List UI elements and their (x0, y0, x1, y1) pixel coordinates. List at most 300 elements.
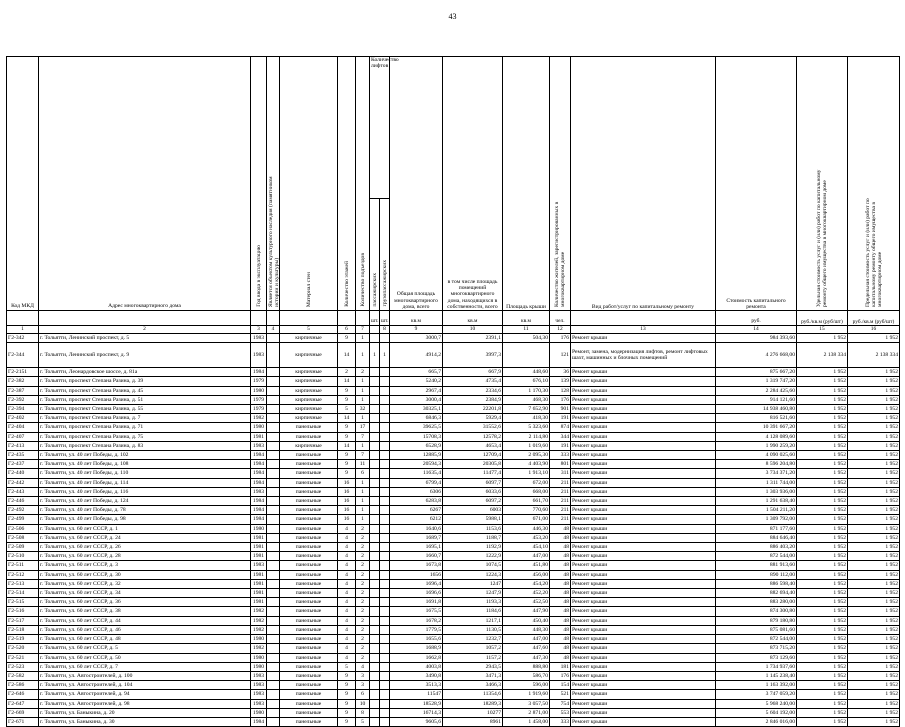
cell-ud: 1 952 (797, 708, 848, 717)
cell-year: 1984 (251, 451, 267, 460)
cell-year: 1982 (251, 644, 267, 653)
cell-area: 6306 (390, 487, 443, 496)
cell-own: 20305,8 (443, 460, 503, 469)
cell-ent: 3 (356, 671, 370, 680)
cell-own: 1153,6 (443, 524, 503, 533)
cell-year: 1980 (251, 386, 267, 395)
cell-year: 1980 (251, 708, 267, 717)
cell-own: 12709,4 (443, 451, 503, 460)
header-entrances: Количество подъездов (356, 57, 370, 311)
cell-mat: панельные (280, 506, 338, 515)
cell-ud: 1 952 (797, 616, 848, 625)
cell-addr: г. Тольятти, проспект Степана Разина, д. 39 (39, 377, 251, 386)
cell-roof: 453,20 (503, 533, 550, 542)
cell-own: 1157,2 (443, 653, 503, 662)
cell-own: 6033,6 (443, 487, 503, 496)
cell-code: Г2-402 (7, 414, 39, 423)
cell-mat: панельные (280, 717, 338, 726)
cell-lp (370, 690, 380, 699)
cell-roof (503, 343, 550, 368)
table-row (7, 635, 900, 644)
cell-ud: 1 952 (797, 441, 848, 450)
cell-year: 1981 (251, 579, 267, 588)
cell-ent: 2 (356, 368, 370, 377)
cell-area: 3000,4 (390, 395, 443, 404)
cell-own: 6097,7 (443, 478, 503, 487)
cell-pr: 2 138 334 (848, 343, 900, 368)
cell-code: Г2-513 (7, 579, 39, 588)
cell-pr: 1 952 (848, 671, 900, 680)
table-row (7, 681, 900, 690)
cell-fl: 16 (338, 478, 356, 487)
cell-area: 6799,4 (390, 478, 443, 487)
cell-ud: 1 952 (797, 405, 848, 414)
cell-res: 48 (550, 598, 571, 607)
cell-ud: 1 952 (797, 552, 848, 561)
cell-year: 1982 (251, 607, 267, 616)
cell-code: Г2-446 (7, 497, 39, 506)
cell-code: Г2-519 (7, 635, 39, 644)
cell-fl: 14 (338, 343, 356, 368)
cell-work: Ремонт крыши (571, 334, 716, 343)
cell-work: Ремонт крыши (571, 699, 716, 708)
cell-year: 1979 (251, 395, 267, 404)
cell-ent: 2 (356, 524, 370, 533)
cell-code: Г2-413 (7, 441, 39, 450)
cell-lp (370, 524, 380, 533)
cell-addr: г. Тольятти, проспект Степана Разина, д. 75 (39, 432, 251, 441)
table-row (7, 405, 900, 414)
cell-lp (370, 414, 380, 423)
cell-code: Г2-394 (7, 405, 39, 414)
cell-roof: 1 170,30 (503, 386, 550, 395)
cell-mat: кирпичные (280, 414, 338, 423)
cell-mat: панельные (280, 469, 338, 478)
cell-mat: панельные (280, 423, 338, 432)
cell-ud: 1 952 (797, 690, 848, 699)
cell-fl: 4 (338, 543, 356, 552)
cell-cost: 1 311 744,00 (716, 478, 797, 487)
cell-heritage (267, 625, 280, 634)
cell-work: Ремонт крыши (571, 625, 716, 634)
cell-code: Г2-382 (7, 377, 39, 386)
cell-fl: 4 (338, 625, 356, 634)
cell-work: Ремонт крыши (571, 644, 716, 653)
cell-ent: 10 (356, 699, 370, 708)
cell-year: 1981 (251, 598, 267, 607)
cell-addr: г. Тольятти, ул. 40 лет Победы, д. 108 (39, 460, 251, 469)
cell-addr: г. Тольятти, ул. 60 лет СССР, д. 24 (39, 533, 251, 542)
cell-cost: 873 129,60 (716, 653, 797, 662)
cell-year: 1980 (251, 653, 267, 662)
cell-ent: 1 (356, 441, 370, 450)
table-row (7, 334, 900, 343)
cell-own: 1057,2 (443, 644, 503, 653)
cell-addr: г. Тольятти, ул. 60 лет СССР, д. 48 (39, 635, 251, 644)
cell-cost: 1 291 638,40 (716, 497, 797, 506)
cell-own: 31552,6 (443, 423, 503, 432)
cell-heritage (267, 368, 280, 377)
cell-mat: панельные (280, 543, 338, 552)
cell-own: 2384,9 (443, 395, 503, 404)
cell-own: 3471,3 (443, 671, 503, 680)
cell-lc (380, 561, 390, 570)
cell-own: 4653,4 (443, 441, 503, 450)
cell-area: 12885,9 (390, 451, 443, 460)
cell-heritage (267, 423, 280, 432)
cell-area: 1662,8 (390, 653, 443, 662)
cell-res: 344 (550, 432, 571, 441)
cell-area: 6283,8 (390, 497, 443, 506)
cell-mat: панельные (280, 478, 338, 487)
cell-roof: 447,60 (503, 644, 550, 653)
cell-cost: 881 913,60 (716, 561, 797, 570)
cell-cost: 5 604 192,00 (716, 708, 797, 717)
cell-heritage (267, 717, 280, 726)
cell-code: Г2-509 (7, 543, 39, 552)
cell-heritage (267, 681, 280, 690)
cell-cost: 1 504 211,20 (716, 506, 797, 515)
cell-area: 665,7 (390, 368, 443, 377)
cell-ud: 1 952 (797, 635, 848, 644)
cell-code: Г2-499 (7, 515, 39, 524)
cell-work: Ремонт крыши (571, 386, 716, 395)
cell-pr: 1 952 (848, 561, 900, 570)
cell-heritage (267, 414, 280, 423)
cell-lc (380, 386, 390, 395)
cell-year: 1984 (251, 469, 267, 478)
cell-lc (380, 423, 390, 432)
cell-year: 1983 (251, 561, 267, 570)
cell-pr: 1 952 (848, 487, 900, 496)
cell-lp (370, 579, 380, 588)
cell-mat: панельные (280, 598, 338, 607)
cell-fl: 4 (338, 561, 356, 570)
cell-fl: 16 (338, 487, 356, 496)
header-lifts-passenger: пассажирских (370, 199, 380, 311)
cell-ud: 1 952 (797, 717, 848, 726)
cell-fl: 4 (338, 533, 356, 542)
cell-mat: кирпичные (280, 334, 338, 343)
cell-res: 901 (550, 405, 571, 414)
cell-lc (380, 662, 390, 671)
cell-area: 1656 (390, 570, 443, 579)
cell-ud: 1 952 (797, 570, 848, 579)
cell-res: 211 (550, 478, 571, 487)
cell-res: 333 (550, 451, 571, 460)
cell-lp: 1 (370, 343, 380, 368)
cell-cost: 1 990 259,20 (716, 441, 797, 450)
cell-ent: 11 (356, 460, 370, 469)
table-row (7, 579, 900, 588)
cell-mat: панельные (280, 552, 338, 561)
cell-addr: г. Тольятти, ул. 40 лет Победы, д. 116 (39, 487, 251, 496)
cell-fl: 16 (338, 515, 356, 524)
header-residents: Количество жителей, зарегистрированных в многоквартирном доме (550, 57, 571, 311)
column-number: 1 (7, 326, 39, 334)
cell-roof: 2 095,30 (503, 451, 550, 460)
table-row (7, 377, 900, 386)
cell-area: 16714,3 (390, 708, 443, 717)
column-number: 8 (380, 326, 390, 334)
column-number: 2 (39, 326, 251, 334)
cell-ud: 1 952 (797, 506, 848, 515)
cell-ent: 2 (356, 533, 370, 542)
cell-work: Ремонт крыши (571, 432, 716, 441)
cell-heritage (267, 533, 280, 542)
cell-lp (370, 334, 380, 343)
header-owned-area: в том числе площадь помещений многоквартирного дома, находящихся в собственности, всего (443, 57, 503, 311)
cell-own: 18289,3 (443, 699, 503, 708)
cell-own: 1193,3 (443, 598, 503, 607)
cell-addr: г. Тольятти, ул. 60 лет СССР, д. 44 (39, 616, 251, 625)
cell-addr: г. Тольятти, проспект Степана Разина, д. 71 (39, 423, 251, 432)
cell-ud: 1 952 (797, 334, 848, 343)
cell-own: 5929,4 (443, 414, 503, 423)
cell-ent: 1 (356, 334, 370, 343)
cell-pr: 1 952 (848, 644, 900, 653)
cell-lp (370, 533, 380, 542)
cell-addr: г. Тольятти, ул. 60 лет СССР, д. 28 (39, 552, 251, 561)
cell-year: 1980 (251, 524, 267, 533)
cell-mat: кирпичные (280, 441, 338, 450)
cell-ent: 1 (356, 414, 370, 423)
cell-roof: 596,00 (503, 681, 550, 690)
cell-addr: г. Тольятти, ул. 60 лет СССР, д. 3 (39, 561, 251, 570)
cell-heritage (267, 598, 280, 607)
cell-heritage (267, 561, 280, 570)
cell-heritage (267, 543, 280, 552)
cell-heritage (267, 506, 280, 515)
cell-res: 48 (550, 543, 571, 552)
cell-ud: 1 952 (797, 662, 848, 671)
cell-lp (370, 681, 380, 690)
cell-addr: г. Тольятти, ул. 60 лет СССР, д. 30 (39, 570, 251, 579)
cell-work: Ремонт крыши (571, 607, 716, 616)
cell-pr: 1 952 (848, 432, 900, 441)
cell-mat: панельные (280, 671, 338, 680)
cell-year: 1981 (251, 543, 267, 552)
cell-heritage (267, 460, 280, 469)
cell-addr: г. Тольятти, ул. Автостроителей, д. 98 (39, 699, 251, 708)
cell-year: 1984 (251, 497, 267, 506)
cell-mat: панельные (280, 653, 338, 662)
cell-res: 48 (550, 653, 571, 662)
cell-roof: 1 913,10 (503, 469, 550, 478)
cell-own: 1130,5 (443, 625, 503, 634)
table-row (7, 441, 900, 450)
cell-own: 667,9 (443, 368, 503, 377)
cell-lc: 1 (380, 343, 390, 368)
table-row (7, 497, 900, 506)
cell-lc (380, 441, 390, 450)
cell-res: 48 (550, 607, 571, 616)
cell-fl: 4 (338, 570, 356, 579)
header-heritage: Является объектом культурного наследия (памятником истории и культуры) (267, 57, 280, 311)
cell-area: 1655,6 (390, 635, 443, 644)
cell-res: 48 (550, 561, 571, 570)
cell-heritage (267, 377, 280, 386)
cell-ent: 7 (356, 432, 370, 441)
cell-work: Ремонт крыши (571, 451, 716, 460)
cell-mat: панельные (280, 515, 338, 524)
cell-res: 176 (550, 334, 571, 343)
cell-code: Г2-442 (7, 478, 39, 487)
cell-work: Ремонт крыши (571, 708, 716, 717)
cell-year: 1983 (251, 334, 267, 343)
cell-fl: 4 (338, 616, 356, 625)
cell-ent: 4 (356, 662, 370, 671)
cell-code: Г2-515 (7, 598, 39, 607)
table-row (7, 515, 900, 524)
cell-area: 1678,2 (390, 616, 443, 625)
cell-cost: 883 280,00 (716, 598, 797, 607)
cell-pr: 1 952 (848, 607, 900, 616)
cell-mat: панельные (280, 487, 338, 496)
cell-cost: 884 646,40 (716, 533, 797, 542)
cell-lp (370, 543, 380, 552)
cell-ent: 5 (356, 717, 370, 726)
cell-res: 191 (550, 414, 571, 423)
table-row (7, 690, 900, 699)
cell-res: 553 (550, 708, 571, 717)
cell-roof: 418,30 (503, 414, 550, 423)
cell-pr: 1 952 (848, 690, 900, 699)
cell-addr: г. Тольятти, ул. 60 лет СССР, д. 34 (39, 589, 251, 598)
cell-heritage (267, 343, 280, 368)
cell-heritage (267, 405, 280, 414)
cell-ent: 1 (356, 395, 370, 404)
cell-pr: 1 952 (848, 334, 900, 343)
cell-roof: 456,00 (503, 570, 550, 579)
cell-res: 333 (550, 717, 571, 726)
cell-roof: 770,60 (503, 506, 550, 515)
cell-work: Ремонт крыши (571, 589, 716, 598)
cell-addr: г. Тольятти, проспект Степана Разина, д. 51 (39, 395, 251, 404)
table-row (7, 451, 900, 460)
cell-ud: 1 952 (797, 460, 848, 469)
cell-ud: 1 952 (797, 497, 848, 506)
cell-fl: 2 (338, 368, 356, 377)
table-row (7, 598, 900, 607)
cell-area: 1696,6 (390, 589, 443, 598)
cell-own: 1247,9 (443, 589, 503, 598)
table-row (7, 699, 900, 708)
cell-lc (380, 533, 390, 542)
cell-lc (380, 653, 390, 662)
cell-lp (370, 368, 380, 377)
cell-code: Г2-407 (7, 432, 39, 441)
cell-work: Ремонт крыши (571, 653, 716, 662)
table-row (7, 561, 900, 570)
cell-mat: панельные (280, 432, 338, 441)
cell-ud: 2 138 334 (797, 343, 848, 368)
table-row (7, 432, 900, 441)
cell-fl: 5 (338, 405, 356, 414)
cell-roof: 668,00 (503, 487, 550, 496)
cell-area: 3490,8 (390, 671, 443, 680)
cell-fl: 9 (338, 460, 356, 469)
cell-addr: г. Тольятти, ул. 60 лет СССР, д. 5 (39, 644, 251, 653)
cell-mat: панельные (280, 451, 338, 460)
cell-work: Ремонт крыши (571, 377, 716, 386)
cell-res: 181 (550, 662, 571, 671)
cell-code: Г2-671 (7, 717, 39, 726)
cell-res: 48 (550, 644, 571, 653)
cell-res: 48 (550, 616, 571, 625)
cell-fl: 16 (338, 506, 356, 515)
cell-code: Г2-2151 (7, 368, 39, 377)
cell-work: Ремонт крыши (571, 506, 716, 515)
cell-own: 1184,6 (443, 607, 503, 616)
cell-pr: 1 952 (848, 616, 900, 625)
cell-own: 1074,5 (443, 561, 503, 570)
cell-code: Г2-344 (7, 343, 39, 368)
cell-fl: 9 (338, 699, 356, 708)
cell-roof: 661,70 (503, 497, 550, 506)
cell-ent: 32 (356, 405, 370, 414)
cell-code: Г2-582 (7, 671, 39, 680)
cell-ent: 7 (356, 451, 370, 460)
column-number: 14 (716, 326, 797, 334)
cell-fl: 4 (338, 644, 356, 653)
cell-roof: 454,10 (503, 543, 550, 552)
cell-roof: 3 057,50 (503, 699, 550, 708)
cell-work: Ремонт крыши (571, 616, 716, 625)
cell-roof: 7 652,90 (503, 405, 550, 414)
cell-mat: панельные (280, 589, 338, 598)
cell-ent: 2 (356, 644, 370, 653)
table-row (7, 386, 900, 395)
cell-lp (370, 451, 380, 460)
cell-own: 6097,2 (443, 497, 503, 506)
cell-pr: 1 952 (848, 533, 900, 542)
cell-ent: 6 (356, 690, 370, 699)
cell-res: 48 (550, 552, 571, 561)
cell-ud: 1 952 (797, 469, 848, 478)
cell-res: 48 (550, 589, 571, 598)
column-number: 5 (280, 326, 338, 334)
cell-lc (380, 690, 390, 699)
cell-code: Г2-387 (7, 386, 39, 395)
cell-lc (380, 395, 390, 404)
cell-area: 1691,8 (390, 598, 443, 607)
cell-ud: 1 952 (797, 625, 848, 634)
cell-lc (380, 552, 390, 561)
cell-area: 1779,5 (390, 625, 443, 634)
cell-heritage (267, 690, 280, 699)
cell-pr: 1 952 (848, 423, 900, 432)
cell-fl: 9 (338, 717, 356, 726)
cell-code: Г2-492 (7, 506, 39, 515)
cell-lc (380, 699, 390, 708)
cell-pr: 1 952 (848, 497, 900, 506)
cell-work: Ремонт крыши (571, 414, 716, 423)
cell-heritage (267, 708, 280, 717)
cell-year: 1984 (251, 515, 267, 524)
cell-roof: 1 019,60 (503, 441, 550, 450)
cell-lc (380, 635, 390, 644)
cell-ent: 2 (356, 607, 370, 616)
cell-cost: 3 734 371,20 (716, 469, 797, 478)
cell-res: 801 (550, 460, 571, 469)
cell-pr: 1 952 (848, 708, 900, 717)
table-row (7, 487, 900, 496)
cell-cost: 872 544,00 (716, 552, 797, 561)
cell-area: 18528,9 (390, 699, 443, 708)
cell-code: Г2-516 (7, 607, 39, 616)
cell-res: 154 (550, 681, 571, 690)
